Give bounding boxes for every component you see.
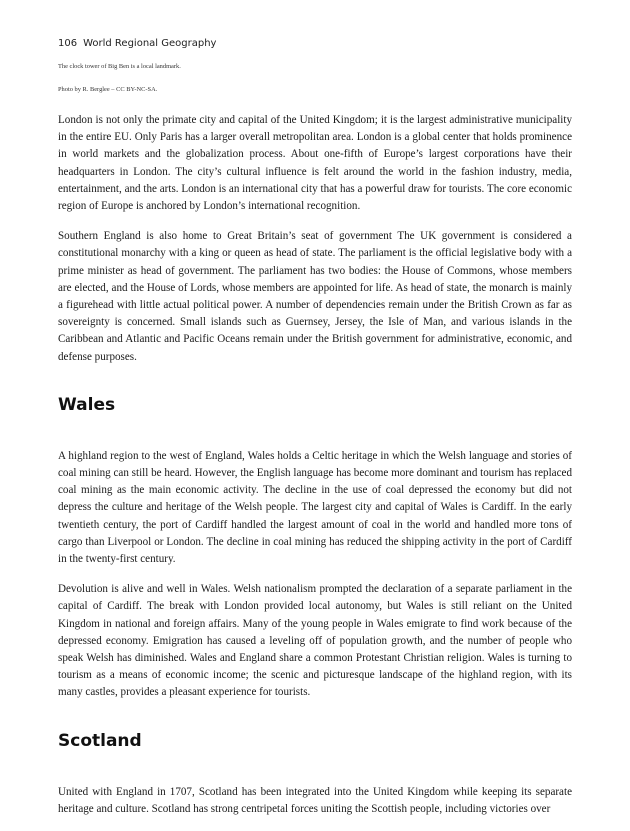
section-heading-wales: Wales — [58, 394, 116, 415]
section-heading-scotland: Scotland — [58, 730, 142, 751]
figure-credit: Photo by R. Berglee – CC BY-NC-SA. — [58, 86, 158, 93]
paragraph-london: London is not only the primate city and capital of the United Kingdom; it is the largest administrative municipality in the entire EU. Only Paris has a larger overall metropolitan area. London is a global center that holds prominence in world markets and the globalization process. About one-fifth of Europe’s largest corporations have their headquarters in London. The city’s cultural influence is felt around the world in the fashion industry, media, entertainment, and the arts. London is an international city that has a powerful draw for tourists. The core economic region of Europe is anchored by London’s international recognition. — [58, 114, 572, 213]
paragraph-government: Southern England is also home to Great Britain’s seat of government The UK government is considered a constitutional monarchy with a king or queen as head of state. The parliament is the official legislative body with a prime minister as head of government. The parliament has two bodies: the House of Commons, whose members are elected, and the House of Lords, whose members are appointed for life. As head of state, the monarch is mainly a figurehead with little actual political power. A number of dependencies remain under the British Crown as far as sovereignty is concerned. Small islands such as Guernsey, Jersey, the Isle of Man, and various islands in the Caribbean and Atlantic and Pacific Oceans remain under the British government for administrative, economic, and defense purposes. — [58, 230, 572, 363]
paragraph-scotland-1: United with England in 1707, Scotland has been integrated into the United Kingdom while keeping its separate heritage and culture. Scotland has strong centripetal forces uniting the Scottish people, including victories over — [58, 785, 572, 815]
running-header — [58, 38, 216, 49]
body-content — [58, 112, 572, 831]
book-title: World Regional Geography — [83, 38, 217, 49]
paragraph-wales-2: Devolution is alive and well in Wales. Welsh nationalism prompted the declaration of a separate parliament in the capital of Cardiff. The break with London provided local autonomy, but Wales is still reliant on the United Kingdom in national and foreign affairs. Many of the young people in Wales emigrate to find work because of the depressed economy. Emigration has caused a leveling off of population growth, and the number of people who speak Welsh has diminished. Wales and England share a common Protestant Christian religion. Wales is turning to tourism as a means of economic income; the scenic and picturesque landscape of the highland region, with its many castles, provides a pleasant experience for tourists. — [58, 583, 572, 699]
figure-caption: The clock tower of Big Ben is a local landmark. — [58, 63, 181, 70]
paragraph-wales-1: A highland region to the west of England, Wales holds a Celtic heritage in which the Welsh language and stories of coal mining can still be heard. However, the English language has become more dominant and tourism has replaced coal mining as the main economic activity. The decline in the use of coal depressed the economy but did not depress the culture and heritage of the Welsh people. The largest city and capital of Wales is Cardiff. In the early twentieth century, the port of Cardiff handled the largest amount of coal in the world and handled more tons of cargo than Liverpool or London. The decline in coal mining has reduced the shipping activity in the port of Cardiff in the twenty-first century. — [58, 449, 572, 566]
page-number: 106 — [58, 38, 78, 49]
